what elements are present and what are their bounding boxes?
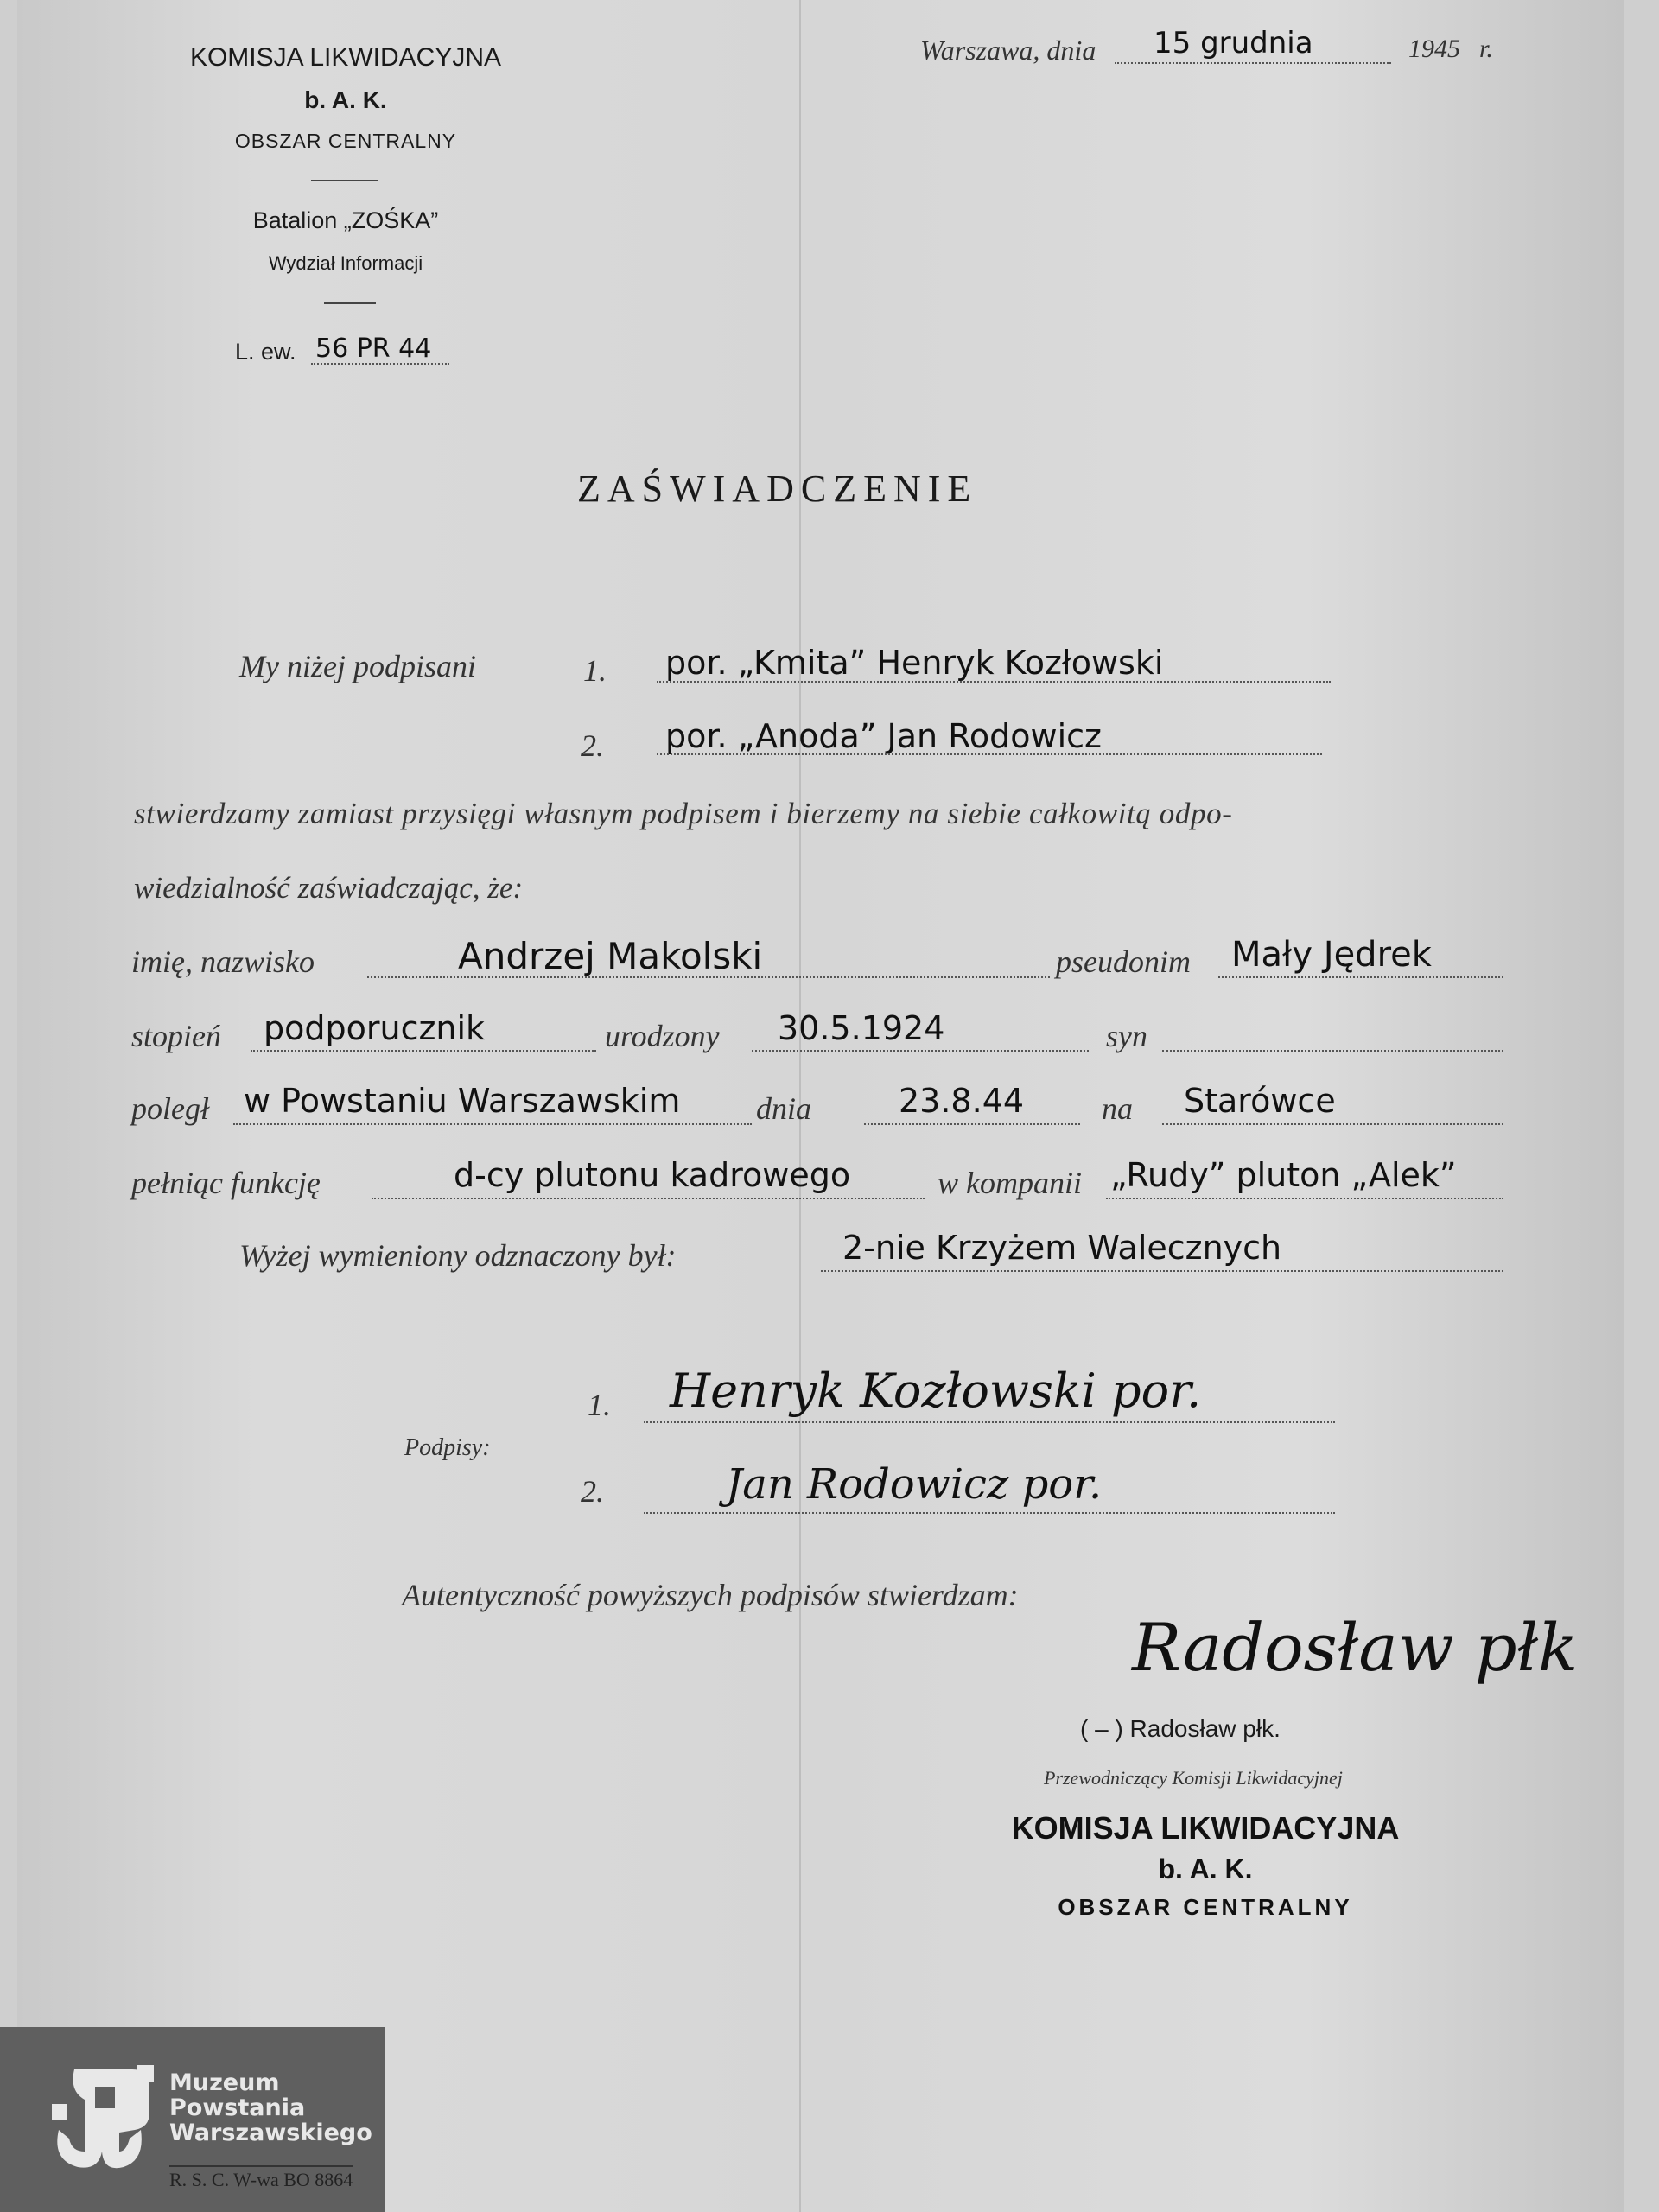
anchor-logo-icon xyxy=(50,2065,158,2173)
ref-line xyxy=(311,363,449,365)
fill-line xyxy=(657,753,1322,755)
museum-name xyxy=(169,2070,372,2145)
museum-name-line-1: Muzeum xyxy=(169,2069,280,2096)
signature-2: Jan Rodowicz por. xyxy=(726,1460,1103,1509)
fill-line xyxy=(1162,1050,1503,1052)
place-label: na xyxy=(1102,1091,1133,1126)
position-text: Przewodniczący Komisji Likwidacyjnej xyxy=(1044,1767,1343,1789)
fill-line xyxy=(1218,976,1503,978)
divider xyxy=(324,302,376,304)
date-year: 1945 xyxy=(1408,35,1460,63)
name-value: Andrzej Makolski xyxy=(458,935,763,977)
fill-line xyxy=(752,1050,1089,1052)
fill-line xyxy=(1106,1198,1503,1199)
date-place: Warszawa, dnia xyxy=(920,35,1096,66)
header-department: Wydział Informacji xyxy=(268,252,423,274)
print-code: R. S. C. W-wa BO 8864 xyxy=(169,2165,353,2191)
date-suffix: r. xyxy=(1479,35,1493,63)
printed-name: ( – ) Radosław płk. xyxy=(1080,1715,1281,1742)
document-title: ZAŚWIADCZENIE xyxy=(577,467,978,510)
stamp-line-1: KOMISJA LIKWIDACYJNA xyxy=(1011,1810,1400,1846)
signatures-label: Podpisy: xyxy=(404,1434,491,1461)
divider xyxy=(311,180,378,181)
intro-text: My niżej podpisani xyxy=(239,649,476,683)
header-area: OBSZAR CENTRALNY xyxy=(234,130,457,152)
date-day-month: 15 grudnia xyxy=(1154,26,1313,60)
ref-value: 56 PR 44 xyxy=(315,334,432,364)
date-label: dnia xyxy=(756,1091,812,1126)
fill-line xyxy=(1162,1123,1503,1125)
fill-line xyxy=(657,681,1331,683)
fill-line xyxy=(864,1123,1080,1125)
rank-label: stopień xyxy=(131,1019,221,1053)
signature-1-num: 1. xyxy=(588,1388,611,1422)
commander-signature: Radosław płk xyxy=(1132,1609,1579,1686)
place-value: Starówce xyxy=(1184,1082,1336,1120)
fill-line xyxy=(644,1421,1335,1423)
signer-1-num: 1. xyxy=(583,653,607,688)
company-label: w kompanii xyxy=(938,1166,1082,1200)
header-battalion: Batalion „ZOŚKA” xyxy=(252,207,439,233)
signer-1-name: por. „Kmita” Henryk Kozłowski xyxy=(665,644,1164,682)
fill-line xyxy=(233,1123,752,1125)
company-value: „Rudy” pluton „Alek” xyxy=(1110,1156,1457,1194)
son-label: syn xyxy=(1106,1019,1147,1053)
fill-line xyxy=(367,976,1050,978)
name-label: imię, nazwisko xyxy=(131,944,315,979)
stamp-line-3: OBSZAR CENTRALNY xyxy=(1058,1894,1353,1920)
function-label: pełniąc funkcję xyxy=(131,1166,321,1200)
signature-1: Henryk Kozłowski por. xyxy=(670,1363,1202,1418)
signature-2-num: 2. xyxy=(581,1474,604,1509)
ref-label: L. ew. xyxy=(235,339,296,365)
signer-2-name: por. „Anoda” Jan Rodowicz xyxy=(665,717,1103,755)
fell-value: w Powstaniu Warszawskim xyxy=(244,1082,681,1120)
header-org-sub: b. A. K. xyxy=(304,86,387,113)
pseudonym-value: Mały Jędrek xyxy=(1231,935,1432,975)
statement-line-1: stwierdzamy zamiast przysięgi własnym podpisem i bierzemy na siebie całkowitą odpo- xyxy=(134,797,1233,830)
museum-name-line-3: Warszawskiego xyxy=(169,2120,372,2146)
museum-watermark xyxy=(0,2027,385,2212)
header-org: KOMISJA LIKWIDACYJNA xyxy=(189,43,502,72)
born-value: 30.5.1924 xyxy=(778,1009,945,1047)
statement-line-2: wiedzialność zaświadczając, że: xyxy=(134,871,524,905)
fill-line xyxy=(372,1198,925,1199)
function-value: d-cy plutonu kadrowego xyxy=(454,1156,851,1194)
rank-value: podporucznik xyxy=(264,1009,486,1047)
fill-line xyxy=(251,1050,596,1052)
date-value: 23.8.44 xyxy=(899,1082,1025,1120)
fill-line xyxy=(644,1512,1335,1514)
museum-name-line-2: Powstania xyxy=(169,2094,306,2121)
authentication-text: Autentyczność powyższych podpisów stwierdzam: xyxy=(402,1578,1019,1612)
signer-2-num: 2. xyxy=(581,728,604,763)
decoration-label: Wyżej wymieniony odznaczony był: xyxy=(239,1238,677,1273)
stamp-line-2: b. A. K. xyxy=(1158,1853,1253,1885)
born-label: urodzony xyxy=(605,1019,720,1053)
fill-line xyxy=(821,1270,1503,1272)
date-line xyxy=(1115,62,1391,64)
pseudonym-label: pseudonim xyxy=(1056,944,1191,979)
decoration-value: 2-nie Krzyżem Walecznych xyxy=(842,1229,1282,1267)
fell-label: poległ xyxy=(131,1091,209,1126)
